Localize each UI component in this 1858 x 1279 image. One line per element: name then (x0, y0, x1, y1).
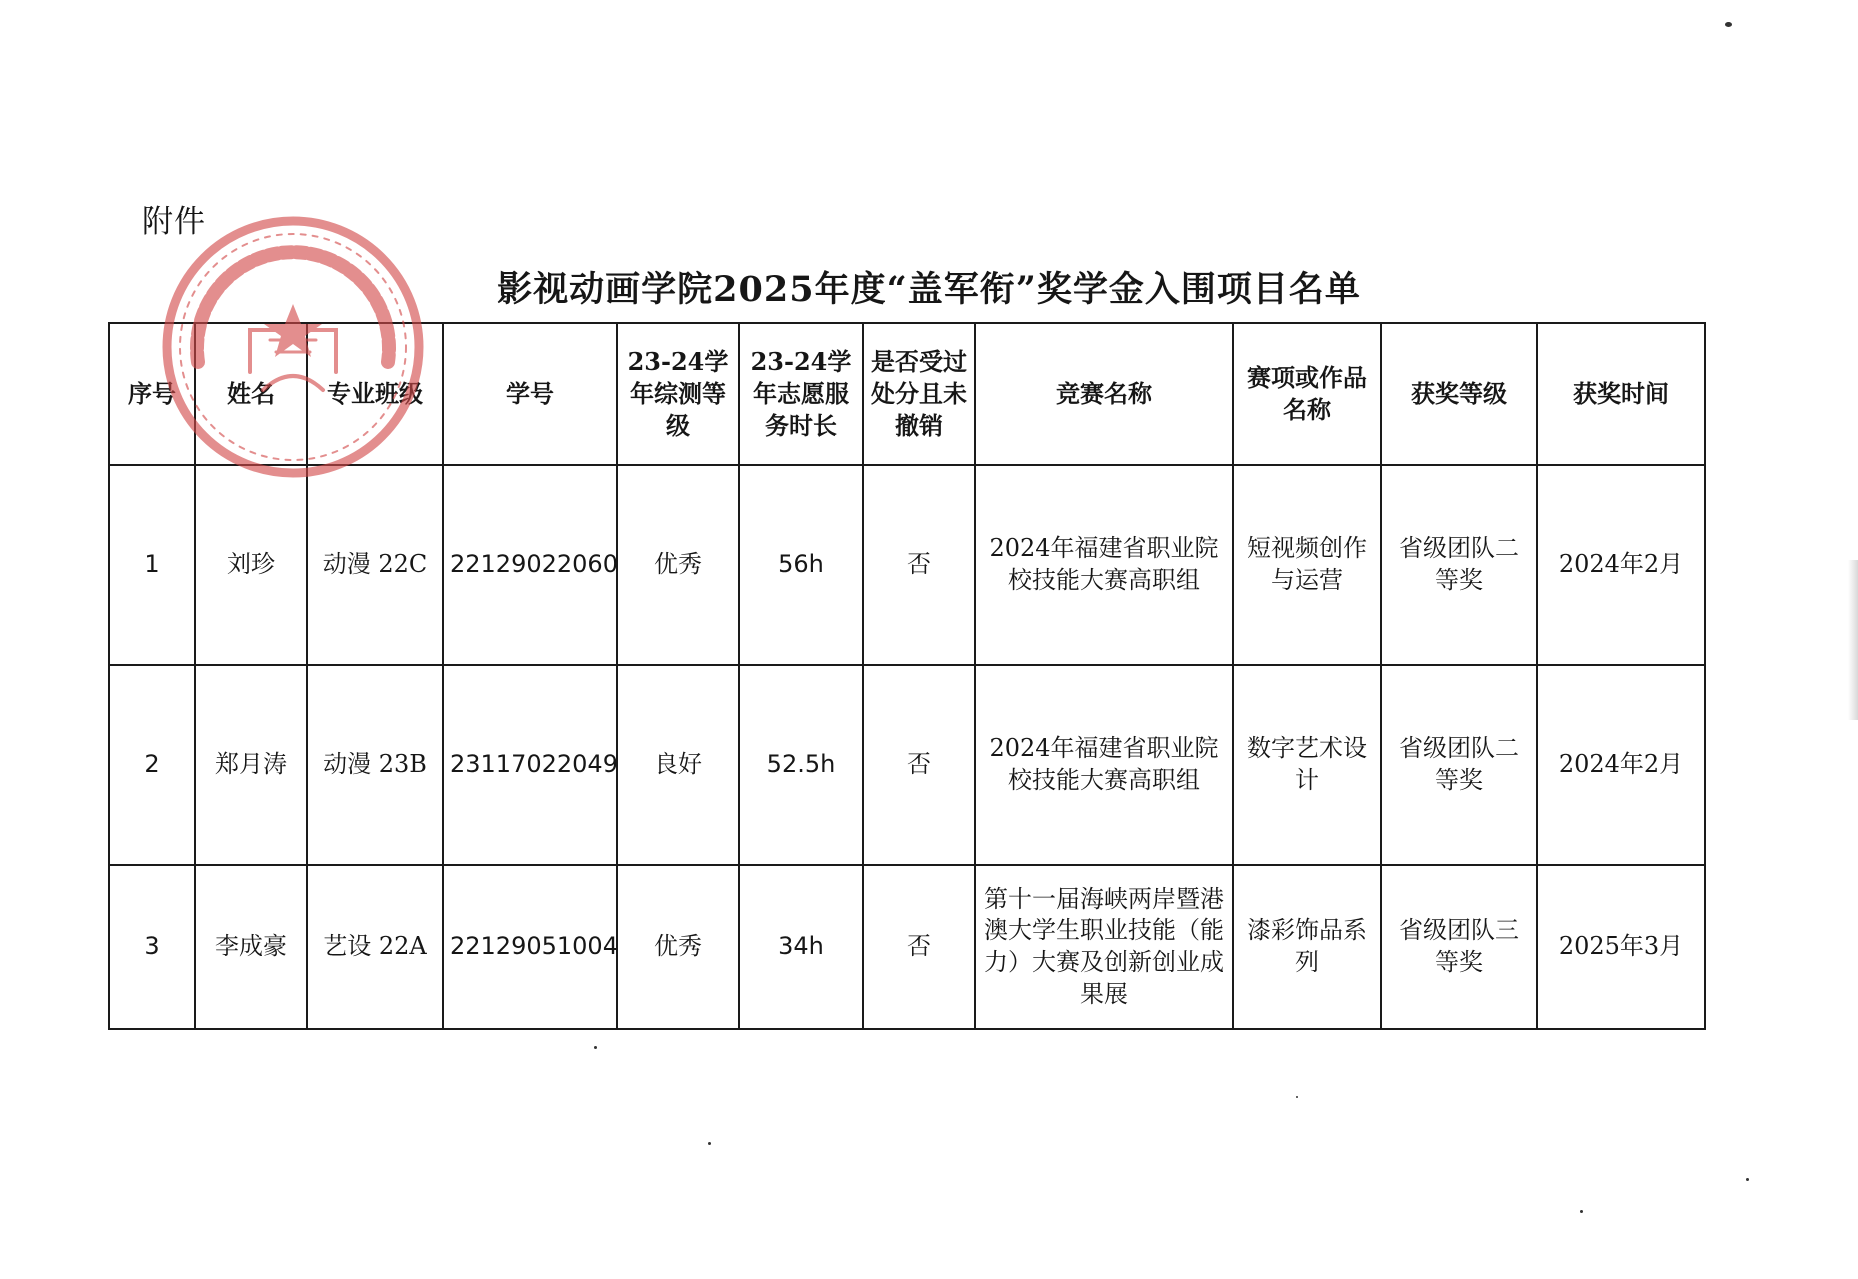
header-class: 专业班级 (307, 323, 443, 465)
cell-award-time: 2024年2月 (1537, 665, 1705, 865)
cell-class: 动漫 23B (307, 665, 443, 865)
cell-volunteer-hours: 34h (739, 865, 863, 1029)
table-row (109, 865, 1705, 1029)
header-seq: 序号 (109, 323, 195, 465)
cell-award-level: 省级团队二等奖 (1381, 465, 1537, 665)
cell-award-level: 省级团队三等奖 (1381, 865, 1537, 1029)
cell-work: 短视频创作与运营 (1233, 465, 1381, 665)
cell-volunteer-hours: 52.5h (739, 665, 863, 865)
scholarship-shortlist-table (108, 322, 1706, 1030)
cell-volunteer-hours: 56h (739, 465, 863, 665)
cell-discipline: 否 (863, 865, 975, 1029)
document-title: 影视动画学院2025年度“盖军衔”奖学金入围项目名单 (497, 269, 1361, 310)
cell-award-time: 2024年2月 (1537, 465, 1705, 665)
cell-seq: 3 (109, 865, 195, 1029)
header-volunteer-hours: 23-24学年志愿服务时长 (739, 323, 863, 465)
cell-name: 刘珍 (195, 465, 307, 665)
table-row (109, 465, 1705, 665)
cell-award-time: 2025年3月 (1537, 865, 1705, 1029)
header-student-id: 学号 (443, 323, 617, 465)
cell-award-level: 省级团队二等奖 (1381, 665, 1537, 865)
header-discipline: 是否受过处分且未撤销 (863, 323, 975, 465)
cell-student-id: 22129051004 (443, 865, 617, 1029)
cell-class: 艺设 22A (307, 865, 443, 1029)
cell-competition: 第十一届海峡两岸暨港澳大学生职业技能（能力）大赛及创新创业成果展 (975, 865, 1233, 1029)
header-award-level: 获奖等级 (1381, 323, 1537, 465)
scan-speck (1296, 1096, 1298, 1098)
cell-student-id: 23117022049 (443, 665, 617, 865)
header-name: 姓名 (195, 323, 307, 465)
cell-discipline: 否 (863, 465, 975, 665)
header-eval-grade: 23-24学年综测等级 (617, 323, 739, 465)
cell-eval-grade: 优秀 (617, 465, 739, 665)
table-row (109, 665, 1705, 865)
scan-speck (708, 1142, 711, 1145)
scan-speck (1746, 1178, 1749, 1181)
attachment-label: 附件 (142, 204, 206, 240)
cell-competition: 2024年福建省职业院校技能大赛高职组 (975, 465, 1233, 665)
cell-name: 李成豪 (195, 865, 307, 1029)
cell-eval-grade: 优秀 (617, 865, 739, 1029)
cell-work: 漆彩饰品系列 (1233, 865, 1381, 1029)
header-work: 赛项或作品名称 (1233, 323, 1381, 465)
scan-speck (1580, 1210, 1583, 1213)
cell-work: 数字艺术设计 (1233, 665, 1381, 865)
cell-class: 动漫 22C (307, 465, 443, 665)
header-competition: 竞赛名称 (975, 323, 1233, 465)
scan-speck (594, 1046, 597, 1049)
cell-competition: 2024年福建省职业院校技能大赛高职组 (975, 665, 1233, 865)
cell-eval-grade: 良好 (617, 665, 739, 865)
cell-discipline: 否 (863, 665, 975, 865)
scan-edge-shadow (1848, 560, 1858, 720)
cell-name: 郑月涛 (195, 665, 307, 865)
cell-student-id: 22129022060 (443, 465, 617, 665)
cell-seq: 1 (109, 465, 195, 665)
scan-speck (1725, 22, 1732, 27)
cell-seq: 2 (109, 665, 195, 865)
table-header-row (109, 323, 1705, 465)
header-award-time: 获奖时间 (1537, 323, 1705, 465)
